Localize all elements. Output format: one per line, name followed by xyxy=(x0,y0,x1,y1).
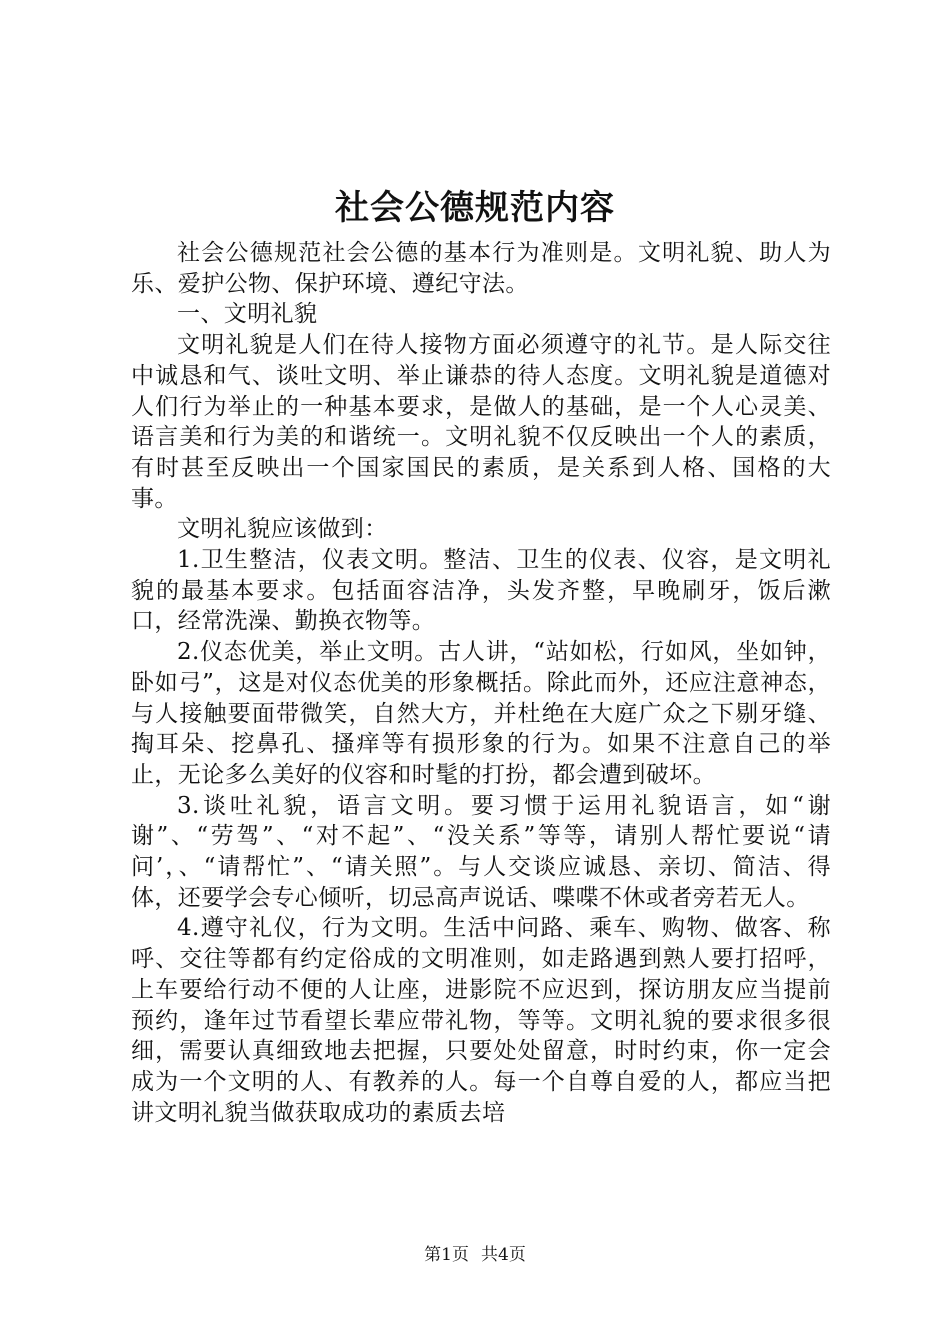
document-body xyxy=(131,238,831,1128)
page-total: 共4页 xyxy=(481,1245,526,1265)
paragraph-requirements-lead: 文明礼貌应该做到： xyxy=(177,516,388,543)
paragraph-item-1: 1.卫生整洁，仪表文明。整洁、卫生的仪表、仪容，是文明礼貌的最基本要求。包括面容洁净，头发齐整，早晚刷牙，饭后漱口，经常洗澡、勤换衣物等。 xyxy=(131,547,831,635)
page-number: 第1页 xyxy=(424,1245,469,1265)
paragraph-item-2: 2.仪态优美，举止文明。古人讲，“站如松，行如风，坐如钟，卧如弓”，这是对仪态优美的形象概括。除此而外，还应注意神态，与人接触要面带微笑，自然大方，并杜绝在大庭广众之下剔牙缝、掏耳朵、挖鼻孔、搔痒等有损形象的行为。如果不注意自己的举止，无论多么美好的仪容和时髦的打扮，都会遭到破坏。 xyxy=(131,639,831,788)
document-title: 社会公德规范内容 xyxy=(335,188,615,228)
section-heading-1: 一、文明礼貌 xyxy=(177,301,318,328)
paragraph-item-4: 4.遵守礼仪，行为文明。生活中问路、乘车、购物、做客、称呼、交往等都有约定俗成的文明准则，如走路遇到熟人要打招呼，上车要给行动不便的人让座，进影院不应迟到，探访朋友应当提前预约，逢年过节看望长辈应带礼物，等等。文明礼貌的要求很多很细，需要认真细致地去把握，只要处处留意，时时约束，你一定会成为一个文明的人、有教养的人。每一个自尊自爱的人，都应当把讲文明礼貌当做获取成功的素质去培 xyxy=(131,915,831,1126)
paragraph-definition: 文明礼貌是人们在待人接物方面必须遵守的礼节。是人际交往中诚恳和气、谈吐文明、举止谦恭的待人态度。文明礼貌是道德对人们行为举止的一种基本要求，是做人的基础，是一个人心灵美、语言美和行为美的和谐统一。文明礼貌不仅反映出一个人的素质，有时甚至反映出一个国家国民的素质，是关系到人格、国格的大事。 xyxy=(131,332,831,512)
page-footer xyxy=(0,1243,950,1267)
paragraph-intro: 社会公德规范社会公德的基本行为准则是。文明礼貌、助人为乐、爱护公物、保护环境、遵纪守法。 xyxy=(131,240,831,297)
paragraph-item-3: 3.谈吐礼貌，语言文明。要习惯于运用礼貌语言，如“谢谢”、“劳驾”、“对不起”、“没关系”等等，请别人帮忙要说“请问’，、“请帮忙”、“请关照”。与人交谈应诚恳、亲切、简洁、得体，还要学会专心倾听，切忌高声说话、喋喋不休或者旁若无人。 xyxy=(131,792,831,911)
